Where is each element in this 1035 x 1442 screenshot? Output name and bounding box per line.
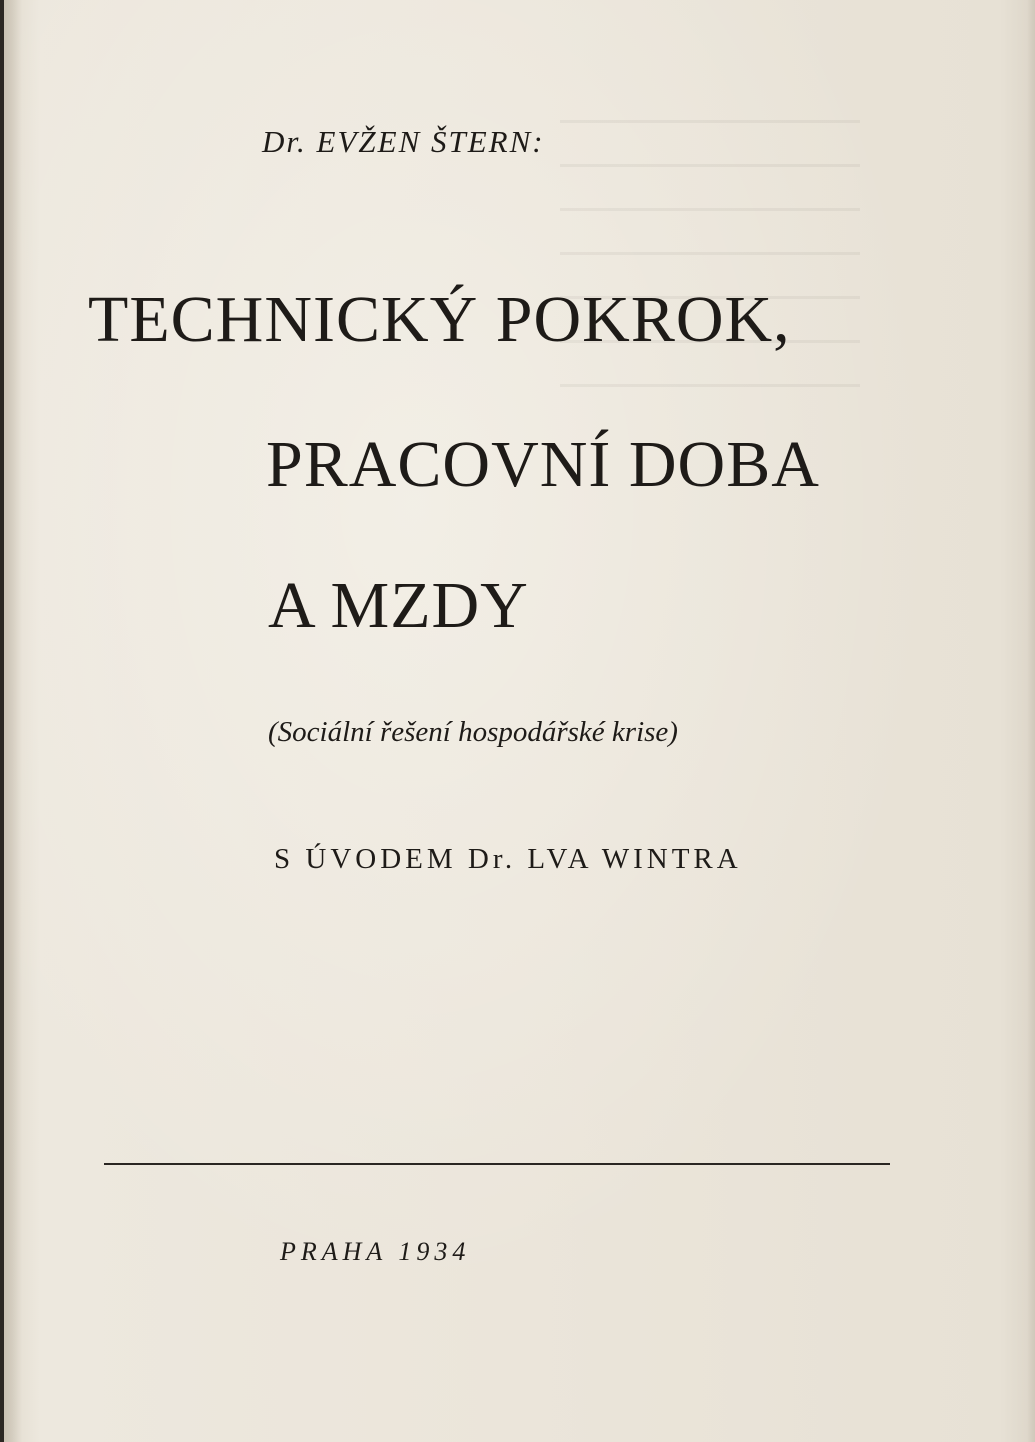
page-edge	[1027, 0, 1035, 1442]
title-line-3: A MZDY	[268, 569, 529, 642]
title-line-2: PRACOVNÍ DOBA	[266, 428, 820, 501]
binding-shadow	[4, 0, 22, 1442]
title-line-1: TECHNICKÝ POKROK,	[88, 283, 791, 356]
subtitle: (Sociální řešení hospodářské krise)	[268, 716, 678, 748]
author-name: Dr. EVŽEN ŠTERN:	[262, 124, 545, 159]
show-through-text	[560, 120, 860, 400]
divider-rule	[104, 1163, 890, 1165]
imprint: PRAHA 1934	[280, 1237, 471, 1266]
introduction-credit: S ÚVODEM Dr. LVA WINTRA	[274, 843, 742, 875]
